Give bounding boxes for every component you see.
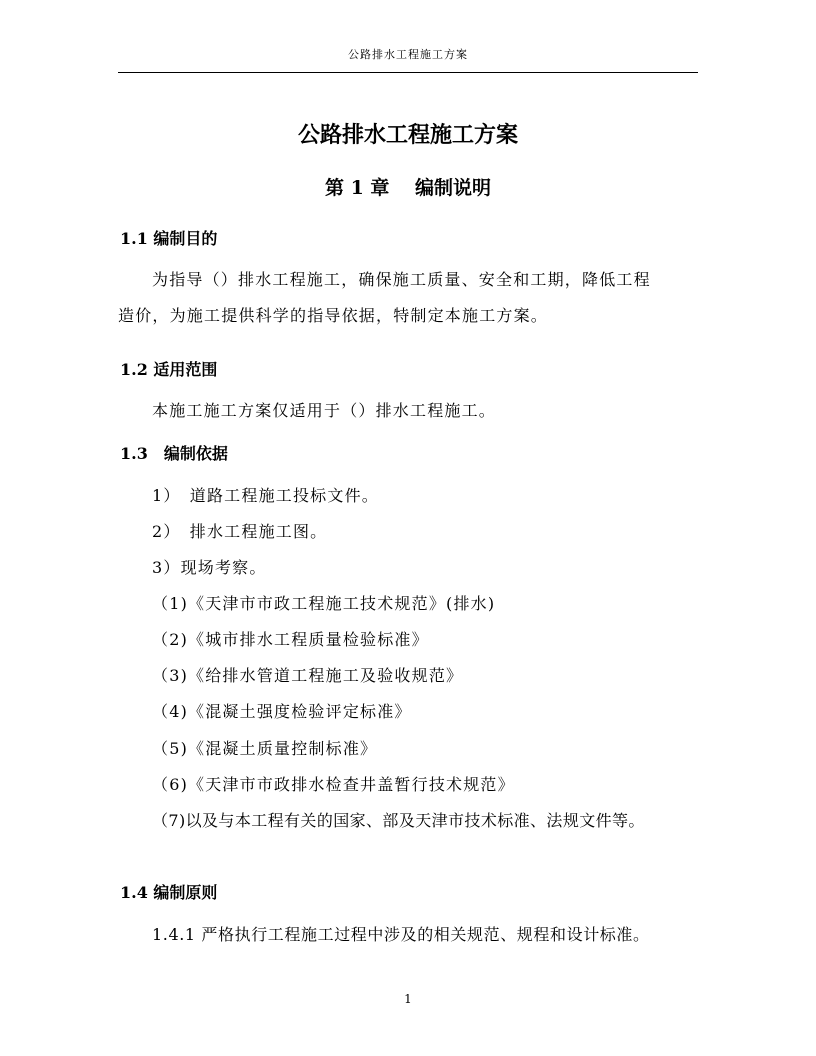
list-item: （7)以及与本工程有关的国家、部及天津市技术标准、法规文件等。 [152,811,645,830]
list-item: 3）现场考察。 [152,558,267,577]
header-divider [118,72,698,73]
document-title: 公路排水工程施工方案 [297,122,518,148]
section-heading-1-4: 1.4 编制原则 [120,883,218,902]
list-item: （4)《混凝土强度检验评定标准》 [152,702,412,721]
list-item: （1)《天津市市政工程施工技术规范》(排水) [152,594,496,613]
chapter-heading: 第 1 章 编制说明 [324,177,492,199]
list-item: 1） 道路工程施工投标文件。 [152,486,379,505]
paragraph-line: 本施工施工方案仅适用于（）排水工程施工。 [152,401,497,420]
list-item: （6)《天津市市政排水检查井盖暂行技术规范》 [152,775,515,794]
list-item: （2)《城市排水工程质量检验标准》 [152,630,429,649]
page-header: 公路排水工程施工方案 [348,48,468,61]
section-heading-1-1: 1.1 编制目的 [120,229,218,248]
list-item: 2） 排水工程施工图。 [152,522,328,541]
section-heading-1-3: 1.3 编制依据 [120,444,228,463]
list-item: （5)《混凝土质量控制标准》 [152,739,378,758]
list-item: （3)《给排水管道工程施工及验收规范》 [152,666,464,685]
section-heading-1-2: 1.2 适用范围 [120,360,218,379]
page-number: 1 [404,992,412,1006]
list-item: 1.4.1 严格执行工程施工过程中涉及的相关规范、规程和设计标准。 [152,925,650,944]
paragraph-line: 为指导（）排水工程施工，确保施工质量、安全和工期，降低工程 [152,270,651,289]
paragraph-line: 造价，为施工提供科学的指导依据，特制定本施工方案。 [118,306,549,325]
